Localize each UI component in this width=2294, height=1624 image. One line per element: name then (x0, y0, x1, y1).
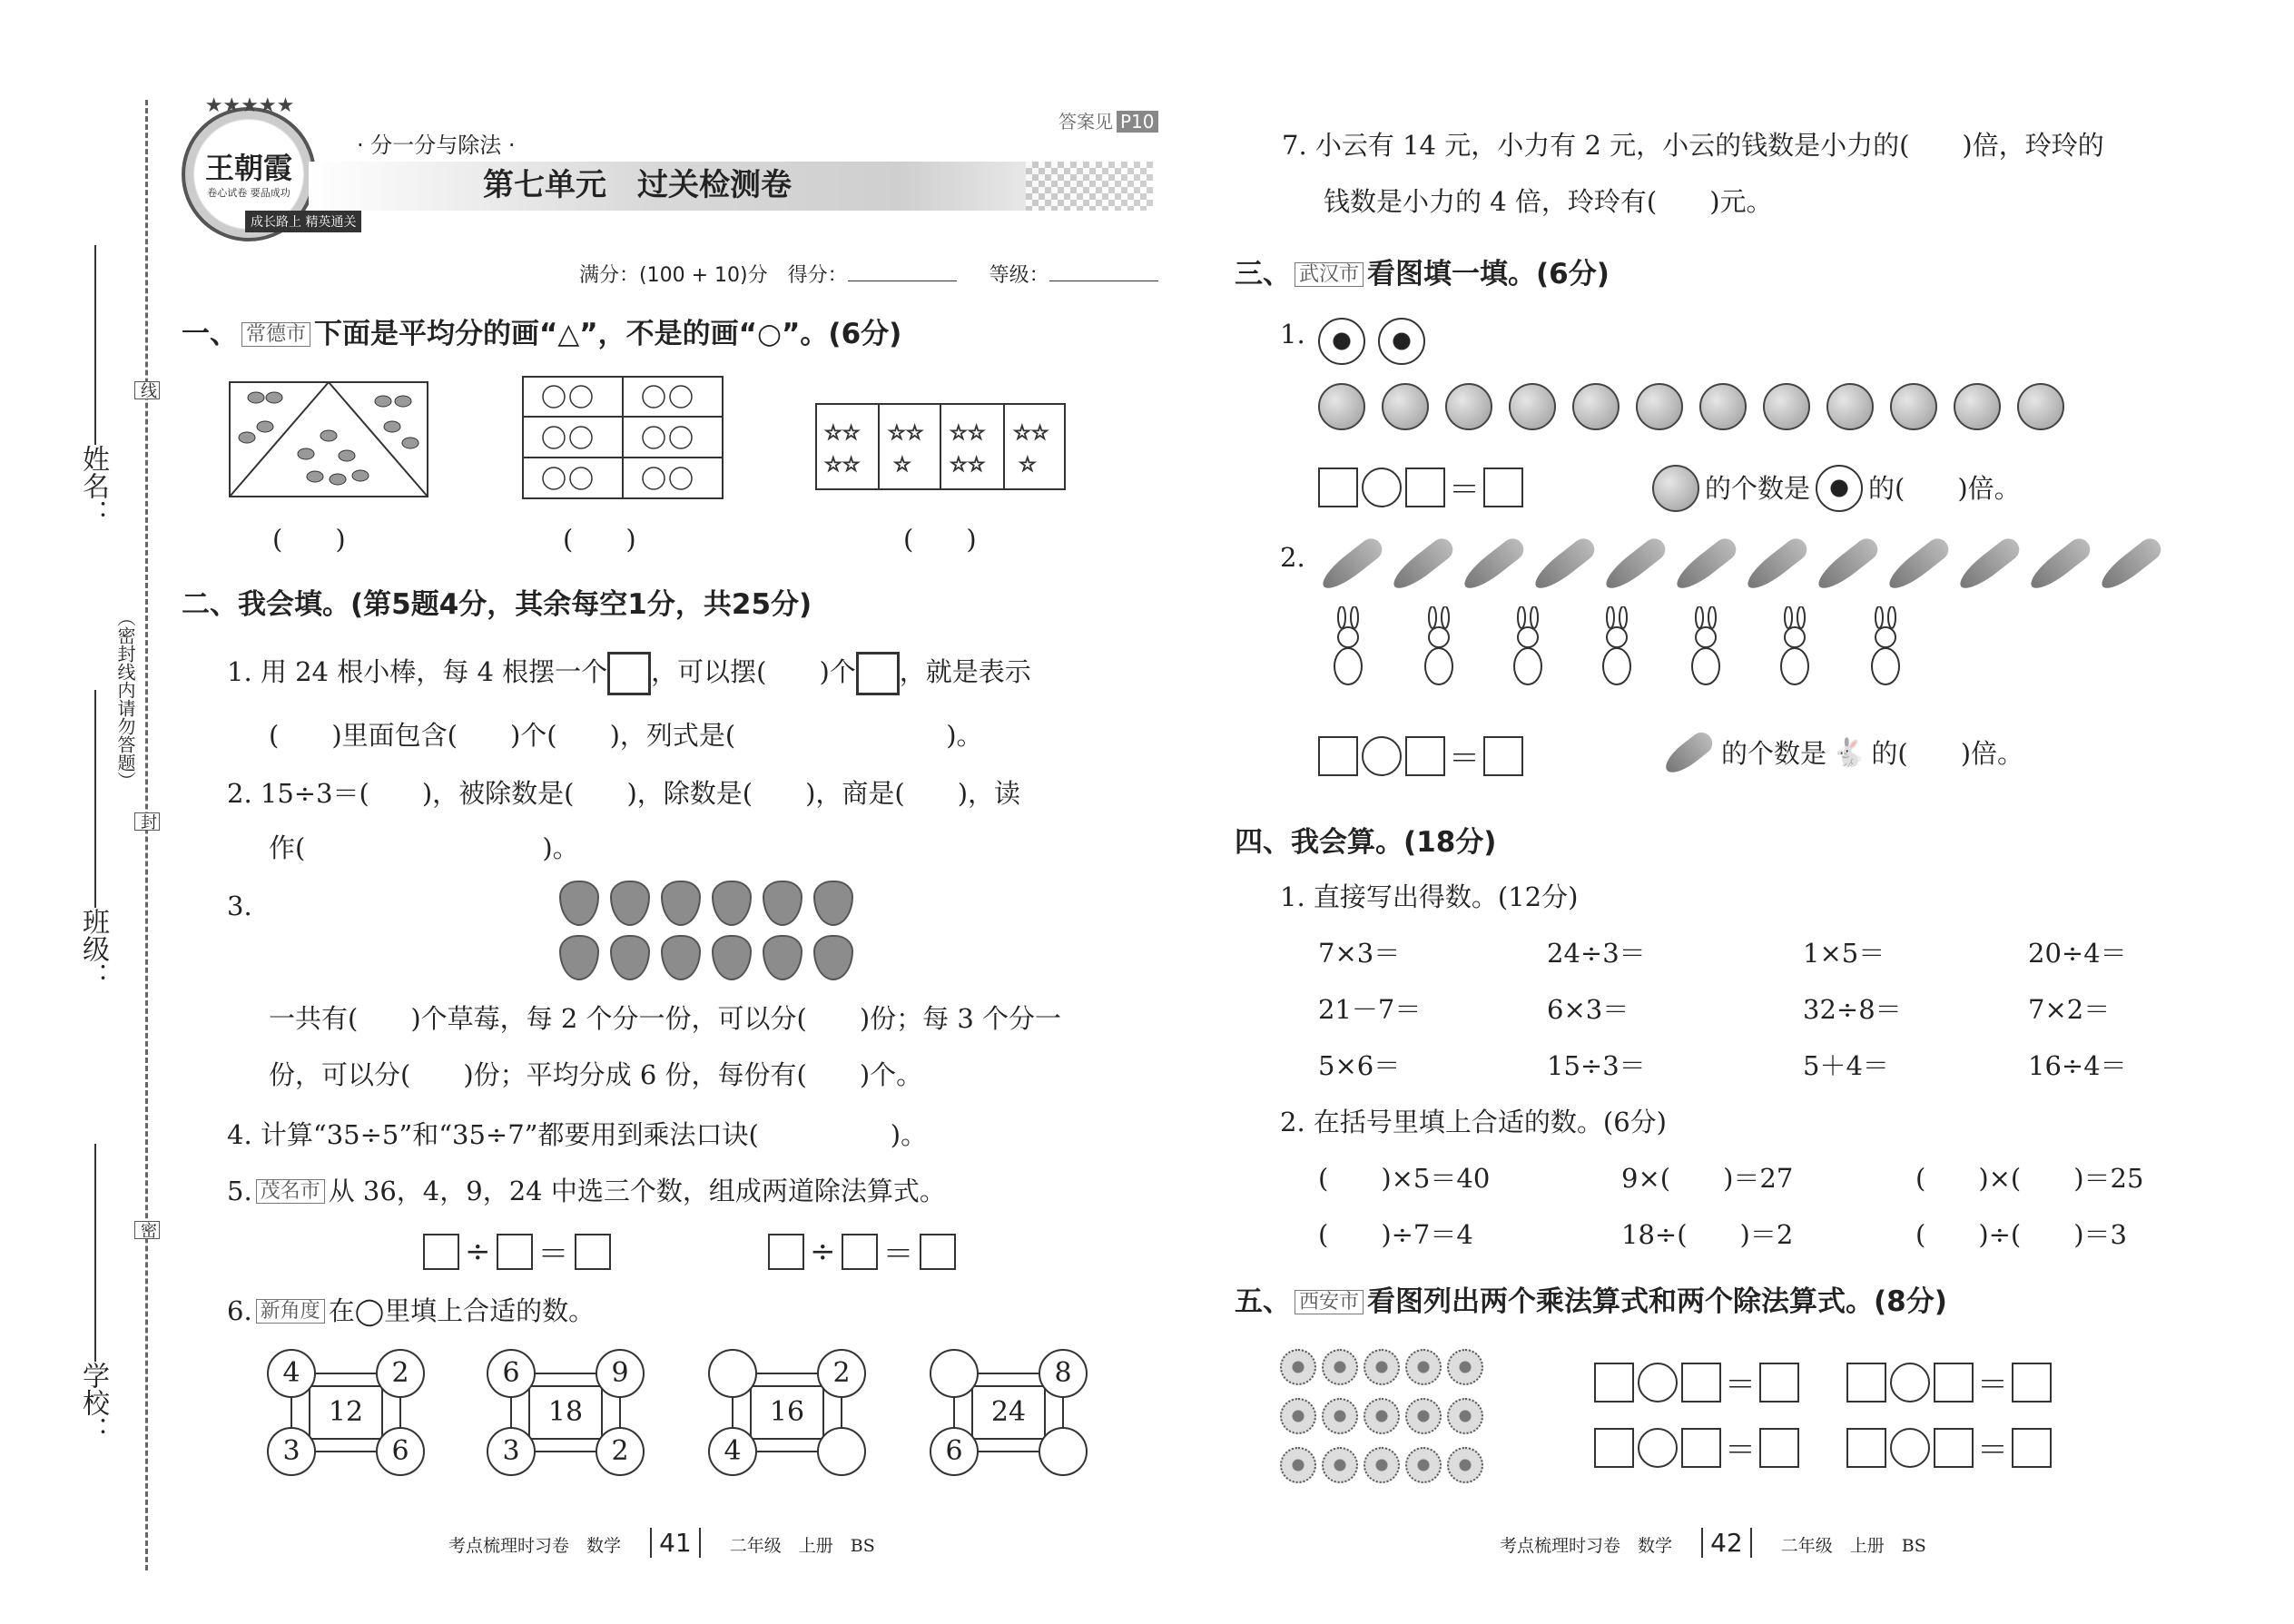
carrot-icon (1813, 535, 1882, 595)
basketball-icon (1826, 383, 1874, 430)
sec3-p1-sentence (1652, 465, 2021, 512)
sec2-q3-line1[interactable]: 一共有( )个草莓，每 2 个分一份，可以分( )份；每 3 个分一 (269, 1003, 1062, 1034)
sec5-num: 五、 (1235, 1285, 1291, 1318)
svg-text:☆: ☆ (893, 454, 911, 477)
sec2-q6-tag: 新角度 (256, 1299, 325, 1324)
ring-puzzle-3 (708, 1349, 866, 1476)
equals-sign: ＝ (537, 1236, 569, 1273)
basketball-icon (1318, 383, 1365, 430)
footer-left-page: 41 (650, 1528, 701, 1558)
answer-box[interactable] (768, 1234, 804, 1270)
flower-grid (1280, 1349, 1489, 1483)
product-box: 24 (971, 1385, 1046, 1440)
square-shape-2 (856, 652, 900, 695)
operator-circle[interactable] (1890, 1428, 1930, 1468)
basketball-icon (1954, 383, 2001, 430)
fill-1-3[interactable]: ( )×( )＝25 (1915, 1163, 2144, 1194)
sec2-q1-part-c: ，就是表示 (899, 656, 1031, 687)
ring-bottom-right[interactable]: 6 (376, 1427, 425, 1476)
basketball-icon (1652, 465, 1699, 512)
answer-box[interactable] (1483, 736, 1523, 776)
sec5-equation-1[interactable] (1594, 1360, 1799, 1404)
answer-box[interactable] (1594, 1363, 1634, 1403)
sec2-q6-num: 6. (227, 1295, 252, 1326)
flower-icon (1364, 1349, 1400, 1385)
grade-label: 等级： (989, 264, 1049, 287)
basketball-icon (1636, 383, 1683, 430)
fill-1-1[interactable]: ( )×5＝40 (1318, 1163, 1491, 1194)
ring-bottom-left[interactable]: 4 (708, 1427, 757, 1476)
flower-icon (1447, 1398, 1483, 1434)
sec2-q2-line2[interactable]: 作( )。 (269, 832, 579, 863)
sec3-heading (1235, 258, 1610, 291)
product-box: 18 (528, 1385, 603, 1440)
flower-icon (1405, 1398, 1442, 1434)
sec1-text: 下面是平均分的画“△”，不是的画“○”。(6分) (314, 318, 902, 350)
sec2-q6 (227, 1294, 595, 1328)
sec5-equation-4[interactable] (1846, 1425, 2052, 1470)
calc-1-3[interactable]: 1×5＝ (1803, 938, 1885, 969)
brand-slogan: 卷心试卷 要品成功 (207, 187, 290, 199)
sec2-heading: 二、我会填。(第5题4分，其余每空1分，共25分) (182, 588, 812, 621)
bunny-row-2 (1777, 606, 1914, 697)
equals-sign: ＝ (1449, 472, 1480, 508)
equals-sign: ＝ (882, 1236, 914, 1273)
brand-banner: 成长路上 精英通关 (245, 211, 361, 232)
seal-mark-seal: 封 (134, 812, 160, 831)
brand-name: 王朝霞 (204, 151, 292, 185)
soccer-row (1318, 318, 1425, 365)
calc-1-4[interactable]: 20÷4＝ (2028, 938, 2127, 969)
sec4-q2-title: 2. 在括号里填上合适的数。(6分) (1280, 1107, 1667, 1137)
divide-sign: ÷ (810, 1233, 836, 1270)
sec2-q6-text: 在◯里填上合适的数。 (328, 1295, 596, 1326)
equals-sign: ＝ (1449, 741, 1480, 777)
flower-icon (1364, 1447, 1400, 1483)
calc-1-1[interactable]: 7×3＝ (1318, 938, 1401, 969)
sec3-p2-sentence (1661, 737, 2023, 770)
score-line (579, 260, 1158, 292)
sec5-text: 看图列出两个乘法算式和两个除法算式。(8分) (1367, 1285, 1947, 1318)
flower-icon (1405, 1349, 1442, 1385)
fill-2-2[interactable]: 18÷( )＝2 (1621, 1219, 1794, 1250)
sec1-tag: 常德市 (241, 322, 310, 347)
sec2-q1-line1 (227, 652, 1031, 695)
ring-bottom-right[interactable] (1039, 1427, 1088, 1476)
sec3-p2-equation[interactable] (1318, 733, 1523, 778)
sec5-tag: 西安市 (1295, 1290, 1364, 1314)
flower-icon (1447, 1447, 1483, 1483)
answer-box[interactable] (423, 1234, 459, 1270)
equals-sign: ＝ (1725, 1432, 1756, 1469)
svg-text:☆☆: ☆☆ (824, 422, 861, 445)
operator-circle[interactable] (1638, 1428, 1678, 1468)
sec1-num: 一、 (182, 318, 238, 350)
strawberry-icon (661, 881, 701, 926)
basketball-icon (1699, 383, 1747, 430)
calc-2-2[interactable]: 6×3＝ (1547, 994, 1629, 1025)
answer-box[interactable] (1934, 1428, 1974, 1468)
flower-icon (1280, 1349, 1316, 1385)
footer-right-page: 42 (1701, 1528, 1752, 1558)
calc-3-4[interactable]: 16÷4＝ (2028, 1050, 2127, 1081)
carrot-icon (1954, 535, 2023, 595)
fill-2-1[interactable]: ( )÷7＝4 (1318, 1219, 1473, 1250)
footer-left-tail: 二年级 上册 BS (729, 1536, 875, 1556)
binding-line (145, 100, 148, 1570)
school-label: 学校： (77, 1362, 109, 1443)
square-shape-1 (607, 652, 651, 695)
svg-text:☆☆: ☆☆ (824, 454, 861, 477)
ring-puzzle-1 (267, 1349, 425, 1476)
sec1-answer-3[interactable]: ( ) (903, 524, 977, 555)
answer-box[interactable] (1759, 1363, 1799, 1403)
strawberry-icon (813, 881, 853, 926)
name-line[interactable] (94, 245, 96, 445)
fill-2-3[interactable]: ( )÷( )＝3 (1915, 1219, 2128, 1250)
calc-1-2[interactable]: 24÷3＝ (1547, 938, 1646, 969)
ring-bottom-left[interactable]: 6 (930, 1427, 979, 1476)
sec3-tag: 武汉市 (1295, 262, 1364, 287)
strawberry-icon (610, 935, 650, 980)
sec1-heading (182, 318, 901, 351)
operator-circle[interactable] (1890, 1363, 1930, 1403)
name-label: 姓名： (77, 445, 109, 527)
answer-box[interactable] (1759, 1428, 1799, 1468)
ring-top-right[interactable]: 2 (376, 1349, 425, 1398)
class-label: 班级： (77, 908, 109, 989)
flower-icon (1364, 1398, 1400, 1434)
carrot-row (1316, 554, 2166, 576)
basketball-icon (1572, 383, 1620, 430)
equals-sign: ＝ (1977, 1432, 2008, 1469)
soccer-ball-icon (1378, 318, 1425, 365)
seal-mark-line: 线 (134, 381, 160, 399)
basketball-icon (1509, 383, 1556, 430)
flower-icon (1447, 1349, 1483, 1385)
seal-mark-secret: 密 (134, 1221, 160, 1239)
sec3-num: 三、 (1235, 258, 1291, 290)
sec4-heading: 四、我会算。(18分) (1235, 826, 1497, 859)
sec1-answer-1[interactable]: ( ) (272, 524, 346, 555)
sec2-q1-part-b[interactable]: ，可以摆( )个 (651, 656, 856, 687)
calc-2-1[interactable]: 21－7＝ (1318, 994, 1422, 1025)
answer-box[interactable] (2012, 1428, 2052, 1468)
sec2-q5-tag: 茂名市 (256, 1179, 325, 1204)
page-title: 第七单元 过关检测卷 (483, 167, 792, 203)
strawberry-icon (559, 881, 599, 926)
bunny-row (1331, 606, 1767, 697)
sec2-q5-text: 从 36，4，9，24 中选三个数，组成两道除法算式。 (328, 1176, 946, 1206)
score-label: 满分：(100 + 10)分 得分： (579, 264, 848, 287)
svg-text:☆☆: ☆☆ (1013, 422, 1049, 445)
answer-ref (1058, 105, 1158, 138)
sec2-q1-line2[interactable]: ( )里面包含( )个( )，列式是( )。 (269, 720, 983, 751)
sec2-q2-line1[interactable]: 2. 15÷3＝( )，被除数是( )，除数是( )，商是( )，读 (227, 778, 1021, 809)
fill-1-2[interactable]: 9×( )＝27 (1621, 1163, 1794, 1194)
answer-box[interactable] (575, 1234, 611, 1270)
answer-box[interactable] (1934, 1363, 1974, 1403)
carrot-icon (1317, 535, 1386, 595)
answer-box[interactable] (1318, 736, 1358, 776)
answer-box[interactable] (842, 1234, 878, 1270)
ring-puzzle-4 (930, 1349, 1088, 1476)
operator-circle[interactable] (1638, 1363, 1678, 1403)
footer-right-tail: 二年级 上册 BS (1780, 1536, 1926, 1556)
product-box: 12 (309, 1385, 383, 1440)
strawberry-icon (813, 935, 853, 980)
strawberry-icon (763, 935, 802, 980)
strawberry-grid (559, 881, 868, 980)
strawberry-icon (559, 935, 599, 980)
ring-puzzle-2 (487, 1349, 645, 1476)
carrot-icon (2025, 535, 2094, 595)
strawberry-icon (712, 935, 752, 980)
carrot-icon (1388, 535, 1457, 595)
sec2-q1-part-a: 1. 用 24 根小棒，每 4 根摆一个 (227, 656, 608, 687)
calc-2-3[interactable]: 32÷8＝ (1803, 994, 1902, 1025)
carrot-icon (2096, 535, 2165, 595)
sec5-equation-2[interactable] (1846, 1360, 2052, 1404)
calc-2-4[interactable]: 7×2＝ (2028, 994, 2111, 1025)
ring-top-right[interactable]: 8 (1039, 1349, 1088, 1398)
strawberry-icon (661, 935, 701, 980)
carrot-icon (1459, 535, 1528, 595)
sec3-p2-text2[interactable]: 的( )倍。 (1871, 738, 2024, 769)
sec3-p2-text1: 的个数是 (1721, 738, 1827, 769)
calc-3-2[interactable]: 15÷3＝ (1547, 1050, 1646, 1081)
svg-text:☆☆: ☆☆ (888, 422, 924, 445)
answer-box[interactable] (1681, 1363, 1721, 1403)
sec3-p1-equation[interactable] (1318, 465, 1523, 509)
sec2-q7-line2[interactable]: 钱数是小力的 4 倍，玲玲有( )元。 (1324, 186, 1773, 217)
operator-circle[interactable] (1362, 468, 1402, 507)
carrot-icon (1884, 535, 1953, 595)
footer-right-text: 考点梳理时习卷 数学 (1500, 1536, 1673, 1556)
ring-top-right[interactable]: 9 (596, 1349, 645, 1398)
basketball-icon (2017, 383, 2064, 430)
bunny-icon: 🐇 (1832, 737, 1866, 769)
class-line[interactable] (94, 690, 96, 908)
footer-right (1500, 1527, 1926, 1562)
answer-box[interactable] (1405, 468, 1445, 507)
flower-icon (1322, 1398, 1358, 1434)
answer-page-badge: P10 (1117, 111, 1158, 133)
ring-bottom-right[interactable]: 2 (596, 1427, 645, 1476)
answer-box[interactable] (1594, 1428, 1634, 1468)
division-equation-2[interactable] (768, 1229, 956, 1274)
flower-icon (1322, 1349, 1358, 1385)
ring-top-left[interactable]: 6 (487, 1349, 536, 1398)
equals-sign: ＝ (1725, 1367, 1756, 1403)
strawberry-icon (712, 881, 752, 926)
ring-top-left[interactable] (708, 1349, 757, 1398)
answer-box[interactable] (1318, 468, 1358, 507)
equals-sign: ＝ (1977, 1367, 2008, 1403)
carrot-icon (1671, 535, 1740, 595)
answer-ref-label: 答案见 (1058, 111, 1113, 133)
operator-circle[interactable] (1362, 736, 1402, 776)
sec3-text: 看图填一填。(6分) (1367, 258, 1610, 290)
carrot-icon (1742, 535, 1811, 595)
answer-box[interactable] (1846, 1428, 1886, 1468)
division-equation-1[interactable] (423, 1229, 611, 1274)
sec3-p2-num: 2. (1280, 542, 1305, 573)
sec1-answer-2[interactable]: ( ) (563, 524, 636, 555)
flower-icon (1405, 1447, 1442, 1483)
school-line[interactable] (94, 1144, 96, 1362)
sec2-q7-line1[interactable]: 7. 小云有 14 元，小力有 2 元，小云的钱数是小力的( )倍，玲玲的 (1282, 130, 2104, 161)
product-box: 16 (750, 1385, 824, 1440)
ring-top-right[interactable]: 2 (817, 1349, 866, 1398)
answer-box[interactable] (1681, 1428, 1721, 1468)
sec4-q1-title: 1. 直接写出得数。(12分) (1280, 881, 1579, 912)
ring-bottom-left[interactable]: 3 (267, 1427, 316, 1476)
flower-icon (1280, 1398, 1316, 1434)
calc-3-3[interactable]: 5＋4＝ (1803, 1050, 1889, 1081)
basketball-icon (1890, 383, 1937, 430)
flower-icon (1322, 1447, 1358, 1483)
sec1-figure-faces (522, 376, 724, 499)
unit-subtitle: · 分一分与除法 · (357, 133, 516, 158)
answer-box[interactable] (497, 1234, 533, 1270)
footer-left-text: 考点梳理时习卷 数学 (448, 1536, 622, 1556)
sec2-q5-num: 5. (227, 1176, 252, 1206)
soccer-ball-icon (1816, 465, 1863, 512)
footer-left (448, 1527, 875, 1562)
ring-bottom-left[interactable]: 3 (487, 1427, 536, 1476)
sec5-heading (1235, 1285, 1947, 1319)
answer-box[interactable] (1846, 1363, 1886, 1403)
answer-box[interactable] (920, 1234, 956, 1270)
ring-top-left[interactable]: 4 (267, 1349, 316, 1398)
calc-3-1[interactable]: 5×6＝ (1318, 1050, 1401, 1081)
basketball-icon (1382, 383, 1429, 430)
ring-top-left[interactable] (930, 1349, 979, 1398)
answer-box[interactable] (1405, 736, 1445, 776)
sec3-p1-text2[interactable]: 的( )倍。 (1868, 473, 2021, 504)
svg-text:☆: ☆ (1019, 454, 1037, 477)
flower-icon (1280, 1447, 1316, 1483)
seal-notice: （密封线内请勿答题） (114, 608, 136, 790)
carrot-icon (1530, 535, 1599, 595)
sec3-p1-num: 1. (1280, 319, 1305, 349)
strawberry-icon (610, 881, 650, 926)
carrot-icon (1600, 535, 1669, 595)
divide-sign: ÷ (465, 1233, 491, 1270)
sec1-figure-stars (815, 403, 1066, 490)
checker-pattern (1026, 162, 1153, 211)
soccer-ball-icon (1318, 318, 1365, 365)
sec2-q4[interactable]: 4. 计算“35÷5”和“35÷7”都要用到乘法口诀( )。 (227, 1119, 928, 1150)
sec3-p1-text1: 的个数是 (1705, 473, 1811, 504)
strawberry-icon (763, 881, 802, 926)
basketball-row (1318, 383, 2064, 430)
sec5-equation-3[interactable] (1594, 1425, 1799, 1470)
star-row: ★★★★★ (204, 94, 295, 117)
answer-box[interactable] (2012, 1363, 2052, 1403)
ring-bottom-right[interactable] (817, 1427, 866, 1476)
answer-box[interactable] (1483, 468, 1523, 507)
svg-text:☆☆: ☆☆ (950, 454, 986, 477)
sec2-q3-num: 3. (227, 891, 252, 921)
carrot-icon (1660, 728, 1717, 779)
sec2-q5 (227, 1175, 946, 1208)
svg-text:☆☆: ☆☆ (950, 422, 986, 445)
basketball-icon (1763, 383, 1810, 430)
basketball-icon (1445, 383, 1492, 430)
sec1-figure-bees (229, 381, 428, 497)
sec2-q3-line2[interactable]: 份，可以分( )份；平均分成 6 份，每份有( )个。 (269, 1059, 923, 1090)
